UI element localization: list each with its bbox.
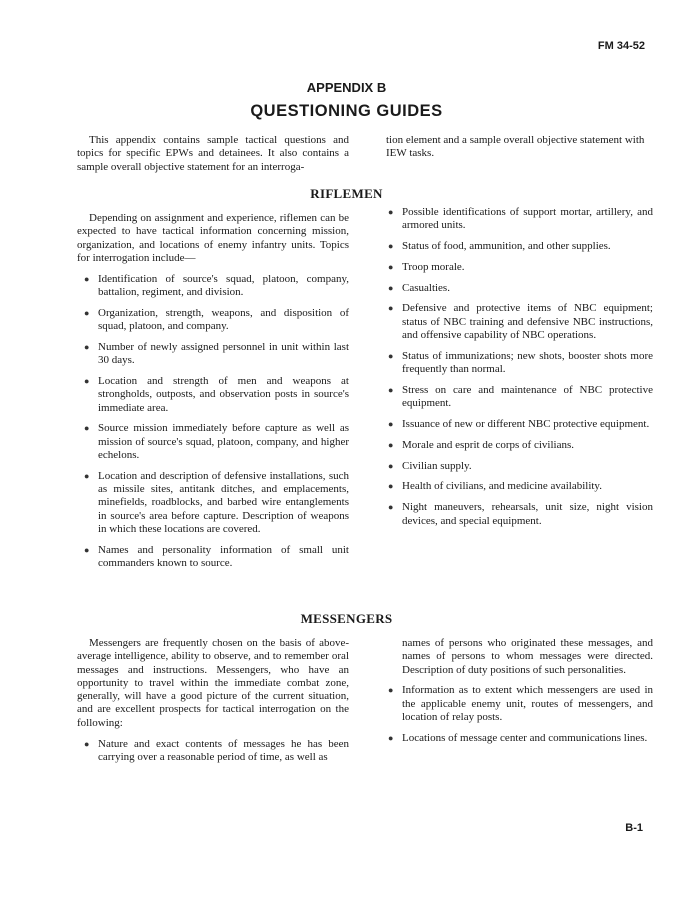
bullet-item xyxy=(381,240,653,253)
bullet-text: Troop morale. xyxy=(402,260,465,273)
bullet-text: Identification of source's squad, platoon, company, battalion, regiment, and division. xyxy=(98,272,349,298)
intro-left xyxy=(77,134,349,174)
bullet-item xyxy=(77,341,349,368)
bullet-text: Status of food, ammunition, and other supplies. xyxy=(402,240,611,253)
section-heading-messengers: MESSENGERS xyxy=(300,611,393,626)
document-id: FM 34-52 xyxy=(597,40,645,52)
bullet-icon: ● xyxy=(388,282,394,293)
bullet-text: Night maneuvers, rehearsals, unit size, night vision devices, and special equipment. xyxy=(402,501,653,527)
bullet-icon: ● xyxy=(388,303,394,314)
bullet-text: Health of civilians, and medicine availability. xyxy=(402,480,602,493)
bullet-text: Source mission immediately before capture as well as mission of source's squad, platoon, company, and higher echelons. xyxy=(98,422,349,461)
bullet-item xyxy=(381,439,653,452)
bullet-icon: ● xyxy=(388,384,394,395)
bullet-icon: ● xyxy=(388,481,394,492)
bullet-item xyxy=(77,738,349,765)
bullet-item xyxy=(77,273,349,300)
bullet-icon: ● xyxy=(388,460,394,471)
messengers-continuation: names of persons who originated these messages, and names of persons to whom messages were directed. Description of duty positions of such personalities. xyxy=(402,637,653,676)
intro-text-right: tion element and a sample overall objective statement with IEW tasks. xyxy=(386,134,645,160)
bullet-item xyxy=(381,418,653,431)
bullet-text: Information as to extent which messengers are used in the applicable enemy unit, routes of messengers, and location of relay posts. xyxy=(402,684,653,723)
page-title: QUESTIONING GUIDES xyxy=(250,102,443,120)
bullet-item xyxy=(381,501,653,528)
bullet-item xyxy=(381,206,653,233)
bullet-item xyxy=(381,384,653,411)
bullet-item xyxy=(381,350,653,377)
bullet-item xyxy=(77,307,349,334)
bullet-text: Civilian supply. xyxy=(402,459,472,472)
bullet-icon: ● xyxy=(388,502,394,513)
bullet-icon: ● xyxy=(388,241,394,252)
messengers-left-column xyxy=(77,637,349,764)
riflemen-left-column xyxy=(77,212,349,570)
bullet-item xyxy=(77,422,349,462)
bullet-item xyxy=(77,470,349,536)
bullet-text: Defensive and protective items of NBC equipment; status of NBC training and defensive NBC instructions, and offensive capability of NBC operations. xyxy=(402,302,653,342)
bullet-text: Casualties. xyxy=(402,281,450,294)
riflemen-bullets-right xyxy=(381,206,653,528)
bullet-icon: ● xyxy=(388,732,394,743)
bullet-text: Nature and exact contents of messages he has been carrying over a reasonable period of time, as well as xyxy=(98,737,349,763)
bullet-icon: ● xyxy=(84,341,90,352)
bullet-text: Status of immunizations; new shots, booster shots more frequently than normal. xyxy=(402,349,653,376)
bullet-text: Locations of message center and communications lines. xyxy=(402,731,648,744)
bullet-icon: ● xyxy=(84,375,90,386)
bullet-text: Names and personality information of small unit commanders known to source. xyxy=(98,543,349,570)
bullet-text: Possible identifications of support mortar, artillery, and armored units. xyxy=(402,206,653,232)
appendix-label: APPENDIX B xyxy=(306,80,387,95)
bullet-item xyxy=(381,684,653,724)
riflemen-right-column xyxy=(381,206,653,528)
bullet-item xyxy=(381,282,653,295)
messengers-bullets-right xyxy=(381,684,653,745)
bullet-icon: ● xyxy=(84,273,90,284)
intro-text-left: This appendix contains sample tactical questions and topics for specific EPWs and detainees. It also contains a sample overall objective statement for an interroga- xyxy=(77,134,349,173)
bullet-text: Stress on care and maintenance of NBC protective equipment. xyxy=(402,383,653,410)
messengers-bullets-left xyxy=(77,738,349,765)
bullet-item xyxy=(381,261,653,274)
bullet-icon: ● xyxy=(388,350,394,361)
bullet-text: Morale and esprit de corps of civilians. xyxy=(402,438,574,451)
bullet-item xyxy=(381,480,653,493)
bullet-text: Number of newly assigned personnel in unit within last 30 days. xyxy=(98,340,349,367)
bullet-text: Organization, strength, weapons, and disposition of squad, platoon, and company. xyxy=(98,306,349,333)
bullet-icon: ● xyxy=(388,261,394,272)
messengers-paragraph: Messengers are frequently chosen on the basis of above-average intelligence, ability to observe, and to remember oral messages and instructions. Messengers, who have an opportunity to travel within the immediate combat zone, generally, will have a good picture of the current situation, and are excellent prospects for tactical interrogation on the following: xyxy=(77,637,349,729)
page-number: B-1 xyxy=(625,822,643,834)
bullet-text: Location and description of defensive installations, such as missile sites, antitank ditches, and emplacements, minefields, roadblocks, and barbed wire entanglements in source's area before capture. Description of weapons in which these locations are covered. xyxy=(98,469,349,535)
bullet-icon: ● xyxy=(388,685,394,696)
bullet-icon: ● xyxy=(388,207,394,217)
bullet-icon: ● xyxy=(388,439,394,450)
section-heading-riflemen: RIFLEMEN xyxy=(310,186,383,201)
bullet-item xyxy=(77,375,349,415)
bullet-icon: ● xyxy=(84,470,90,481)
riflemen-bullets-left xyxy=(77,273,349,571)
intro-right xyxy=(386,134,658,161)
riflemen-paragraph: Depending on assignment and experience, riflemen can be expected to have tactical information concerning mission, organization, and locations of enemy infantry units. Topics for interrogation include— xyxy=(77,212,349,264)
bullet-text: Location and strength of men and weapons at strongholds, outposts, and observation posts in source's immediate area. xyxy=(98,374,349,414)
bullet-item xyxy=(381,460,653,473)
bullet-icon: ● xyxy=(388,419,394,430)
bullet-icon: ● xyxy=(84,738,90,749)
bullet-icon: ● xyxy=(84,307,90,318)
bullet-icon: ● xyxy=(84,423,90,434)
bullet-item xyxy=(77,544,349,571)
bullet-item xyxy=(381,302,653,342)
bullet-text: Issuance of new or different NBC protective equipment. xyxy=(402,418,650,431)
messengers-right-column xyxy=(381,637,653,745)
bullet-item xyxy=(381,732,653,745)
bullet-icon: ● xyxy=(84,544,90,555)
